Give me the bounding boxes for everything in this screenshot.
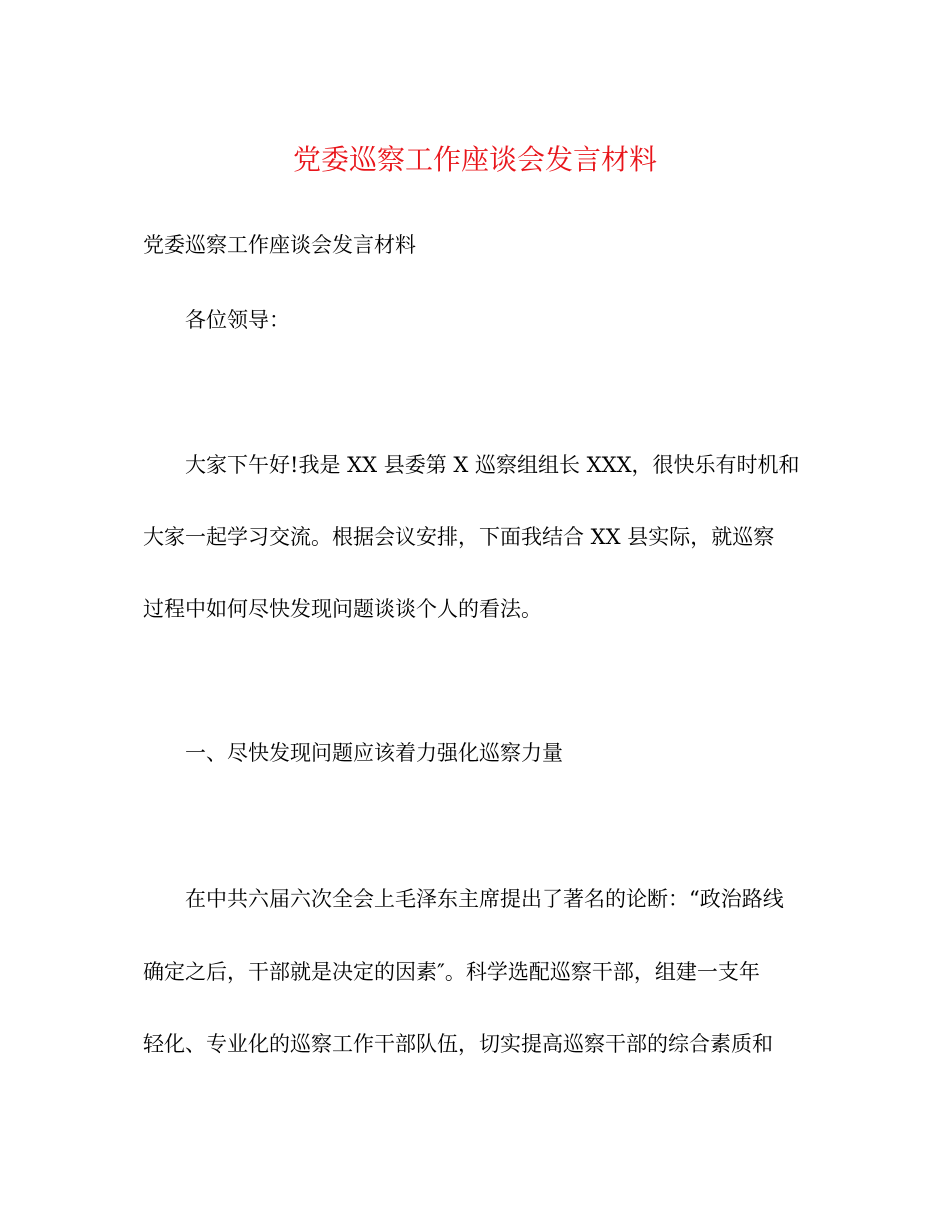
section-heading-1: 一、尽快发现问题应该着力强化巡察力量 — [185, 741, 563, 765]
paragraph-2-line-3: 轻化、专业化的巡察工作干部队伍，切实提高巡察干部的综合素质和 — [143, 1032, 773, 1056]
salutation: 各位领导： — [185, 308, 290, 332]
paragraph-1-line-1: 大家下午好!我是 XX 县委第 X 巡察组组长 XXX，很快乐有时机和 — [185, 453, 800, 477]
paragraph-1-line-2: 大家一起学习交流。根据会议安排，下面我结合 XX 县实际，就巡察 — [143, 525, 775, 549]
paragraph-2-line-1: 在中共六届六次全会上毛泽东主席提出了著名的论断：“政治路线 — [185, 887, 784, 911]
document-subtitle: 党委巡察工作座谈会发言材料 — [143, 233, 416, 257]
document-title: 党委巡察工作座谈会发言材料 — [292, 143, 657, 176]
paragraph-2-line-2: 确定之后，干部就是决定的因素″。科学选配巡察干部，组建一支年 — [143, 960, 760, 984]
paragraph-1-line-3: 过程中如何尽快发现问题谈谈个人的看法。 — [143, 597, 542, 621]
